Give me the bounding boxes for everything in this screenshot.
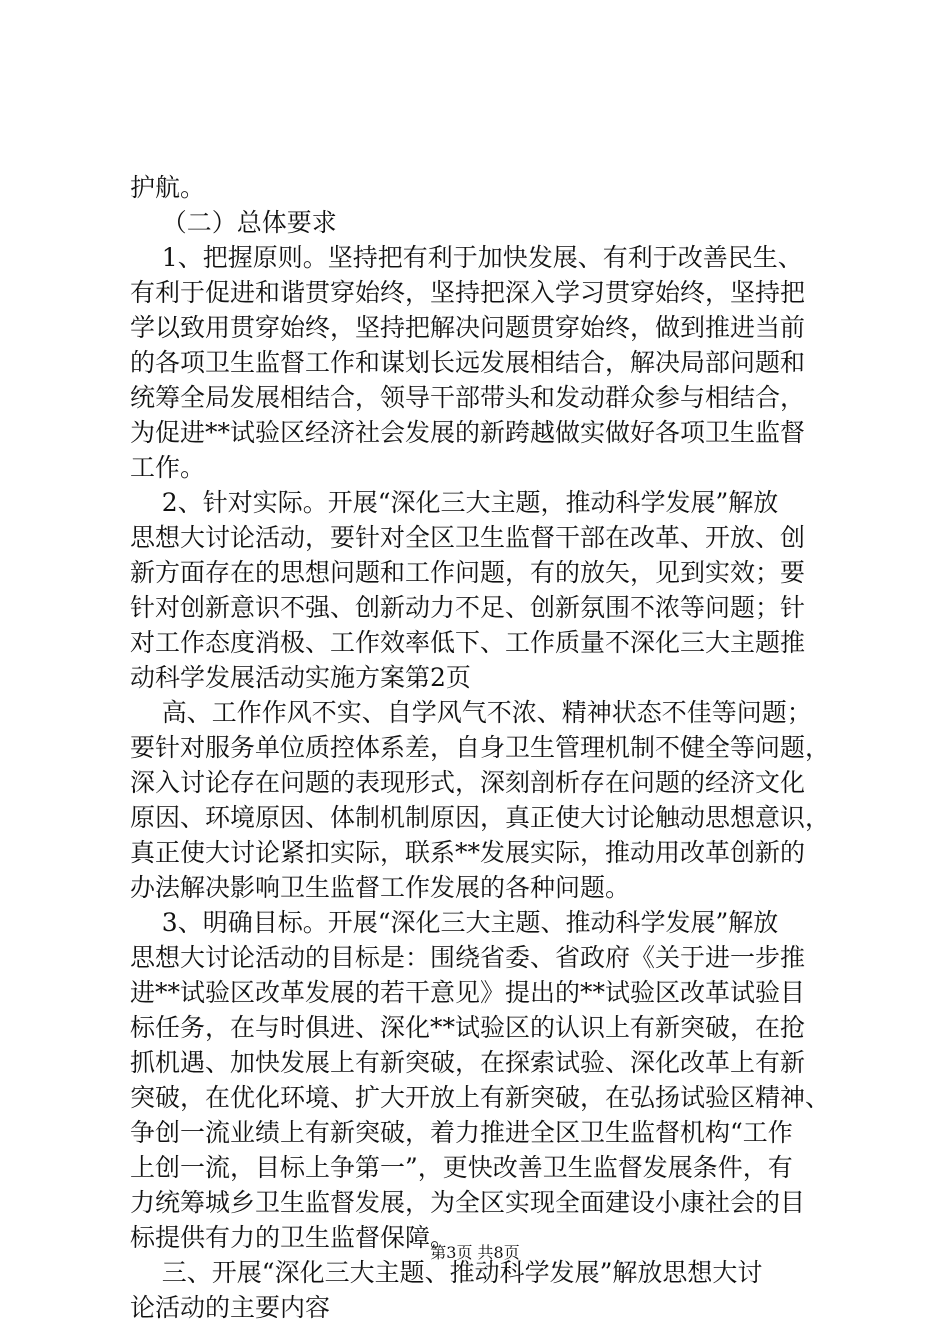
text-line: 争创一流业绩上有新突破，着力推进全区卫生监督机构“工作 (130, 1118, 793, 1147)
text-line: 真正使大讨论紧扣实际，联系**发展实际，推动用改革创新的 (130, 838, 806, 867)
page-footer: 第3页 共8页 (430, 1243, 520, 1262)
text-line: 论活动的主要内容 (130, 1293, 331, 1322)
text-line: 思想大讨论活动的目标是：围绕省委、省政府《关于进一步推 (130, 943, 806, 972)
text-line: 办法解决影响卫生监督工作发展的各种问题。 (130, 873, 631, 902)
text-line: 动科学发展活动实施方案第2页 (130, 663, 471, 692)
text-line: 力统筹城乡卫生监督发展，为全区实现全面建设小康社会的目 (130, 1188, 806, 1217)
text-line: 工作。 (130, 453, 206, 482)
text-line: 标提供有力的卫生监督保障。 (130, 1223, 456, 1252)
text-line: 思想大讨论活动，要针对全区卫生监督干部在改革、开放、创 (130, 523, 806, 552)
text-line: 新方面存在的思想问题和工作问题，有的放矢，见到实效；要 (130, 558, 806, 587)
text-line: 高、工作作风不实、自学风气不浓、精神状态不佳等问题； (130, 698, 812, 727)
text-line: 1、把握原则。坚持把有利于加快发展、有利于改善民生、 (130, 243, 803, 272)
text-line: 三、开展“深化三大主题、推动科学发展”解放思想大讨 (130, 1258, 763, 1287)
text-line: 对工作态度消极、工作效率低下、工作质量不深化三大主题推 (130, 628, 806, 657)
text-line: （二）总体要求 (130, 208, 337, 237)
text-line: 的各项卫生监督工作和谋划长远发展相结合，解决局部问题和 (130, 348, 806, 377)
document-body (130, 170, 830, 1325)
text-line: 针对创新意识不强、创新动力不足、创新氛围不浓等问题；针 (130, 593, 806, 622)
text-line: 有利于促进和谐贯穿始终，坚持把深入学习贯穿始终，坚持把 (130, 278, 806, 307)
text-line: 为促进**试验区经济社会发展的新跨越做实做好各项卫生监督 (130, 418, 806, 447)
text-line: 原因、环境原因、体制机制原因，真正使大讨论触动思想意识， (130, 803, 831, 832)
text-line: 护航。 (130, 173, 206, 202)
text-line: 突破，在优化环境、扩大开放上有新突破，在弘扬试验区精神、 (130, 1083, 831, 1112)
text-line: 要针对服务单位质控体系差，自身卫生管理机制不健全等问题， (130, 733, 831, 762)
text-line: 进**试验区改革发展的若干意见》提出的**试验区改革试验目 (130, 978, 806, 1007)
text-line: 统筹全局发展相结合，领导干部带头和发动群众参与相结合， (130, 383, 806, 412)
text-line: 抓机遇、加快发展上有新突破，在探索试验、深化改革上有新 (130, 1048, 806, 1077)
text-line: 学以致用贯穿始终，坚持把解决问题贯穿始终，做到推进当前 (130, 313, 806, 342)
text-line: 上创一流，目标上争第一”，更快改善卫生监督发展条件，有 (130, 1153, 793, 1182)
text-line: 2、针对实际。开展“深化三大主题，推动科学发展”解放 (130, 488, 779, 517)
text-line: 3、明确目标。开展“深化三大主题、推动科学发展”解放 (130, 908, 779, 937)
text-line: 标任务，在与时俱进、深化**试验区的认识上有新突破，在抢 (130, 1013, 806, 1042)
text-line: 深入讨论存在问题的表现形式，深刻剖析存在问题的经济文化 (130, 768, 806, 797)
